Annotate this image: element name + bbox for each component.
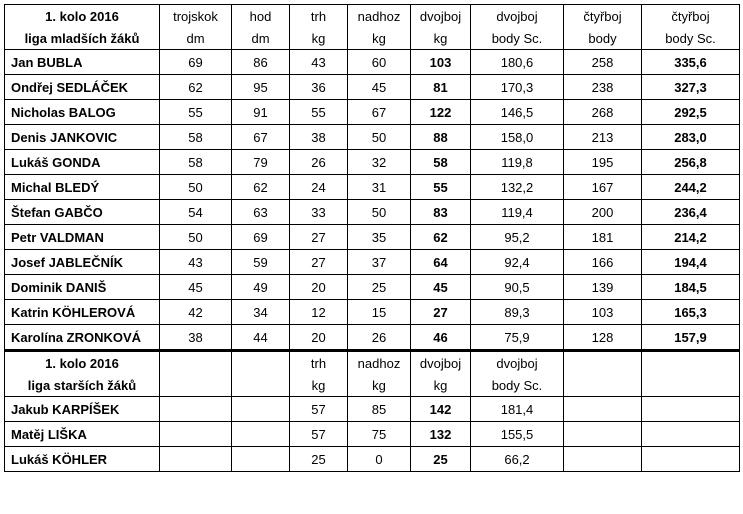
- table-cell: 92,4: [471, 250, 564, 275]
- table-cell: 167: [564, 175, 642, 200]
- table-cell: 26: [290, 150, 348, 175]
- table-cell: 62: [411, 225, 471, 250]
- senior-header-row: [5, 351, 740, 375]
- athlete-name: Karolína ZRONKOVÁ: [5, 325, 160, 351]
- table-cell: 95,2: [471, 225, 564, 250]
- table-cell: 43: [290, 50, 348, 75]
- table-cell: [564, 447, 642, 472]
- senior-header-row: [5, 374, 740, 397]
- table-cell: 157,9: [642, 325, 740, 351]
- column-header: nadhoz: [348, 351, 411, 375]
- table-cell: 67: [348, 100, 411, 125]
- table-row: [5, 75, 740, 100]
- column-header: dm: [160, 27, 232, 50]
- column-header: kg: [411, 27, 471, 50]
- table-cell: 35: [348, 225, 411, 250]
- table-cell: 0: [348, 447, 411, 472]
- table-cell: 268: [564, 100, 642, 125]
- table-cell: [232, 422, 290, 447]
- table-row: [5, 100, 740, 125]
- table-cell: 132: [411, 422, 471, 447]
- table-cell: 50: [348, 125, 411, 150]
- table-cell: 15: [348, 300, 411, 325]
- table-cell: 200: [564, 200, 642, 225]
- table-row: [5, 300, 740, 325]
- table-cell: 63: [232, 200, 290, 225]
- athlete-name: Jan BUBLA: [5, 50, 160, 75]
- athlete-name: Ondřej SEDLÁČEK: [5, 75, 160, 100]
- table-cell: 155,5: [471, 422, 564, 447]
- junior-section-title: 1. kolo 2016: [5, 5, 160, 28]
- column-header: dvojboj: [411, 351, 471, 375]
- table-row: [5, 125, 740, 150]
- table-cell: 55: [290, 100, 348, 125]
- column-header: [642, 374, 740, 397]
- table-cell: 119,4: [471, 200, 564, 225]
- table-cell: 64: [411, 250, 471, 275]
- table-cell: 238: [564, 75, 642, 100]
- table-cell: 50: [160, 225, 232, 250]
- table-cell: 166: [564, 250, 642, 275]
- column-header: [564, 351, 642, 375]
- table-cell: 83: [411, 200, 471, 225]
- table-cell: 38: [290, 125, 348, 150]
- table-cell: 75: [348, 422, 411, 447]
- senior-section-title: 1. kolo 2016: [5, 351, 160, 375]
- table-cell: 88: [411, 125, 471, 150]
- table-cell: [564, 397, 642, 422]
- table-cell: 45: [411, 275, 471, 300]
- table-cell: 55: [160, 100, 232, 125]
- table-cell: 43: [160, 250, 232, 275]
- table-cell: 283,0: [642, 125, 740, 150]
- column-header: kg: [411, 374, 471, 397]
- table-cell: 184,5: [642, 275, 740, 300]
- table-cell: 49: [232, 275, 290, 300]
- column-header: body Sc.: [471, 374, 564, 397]
- table-cell: 327,3: [642, 75, 740, 100]
- table-cell: 89,3: [471, 300, 564, 325]
- table-cell: 12: [290, 300, 348, 325]
- athlete-name: Michal BLEDÝ: [5, 175, 160, 200]
- table-cell: 195: [564, 150, 642, 175]
- column-header: dm: [232, 27, 290, 50]
- table-cell: 25: [290, 447, 348, 472]
- column-header: dvojboj: [411, 5, 471, 28]
- table-cell: [160, 397, 232, 422]
- table-cell: 244,2: [642, 175, 740, 200]
- table-cell: 194,4: [642, 250, 740, 275]
- table-cell: 36: [290, 75, 348, 100]
- column-header: hod: [232, 5, 290, 28]
- table-cell: 25: [348, 275, 411, 300]
- table-cell: 95: [232, 75, 290, 100]
- table-cell: 24: [290, 175, 348, 200]
- table-cell: 81: [411, 75, 471, 100]
- table-cell: 79: [232, 150, 290, 175]
- table-cell: 335,6: [642, 50, 740, 75]
- column-header: kg: [348, 27, 411, 50]
- results-table: [4, 4, 740, 472]
- table-cell: 25: [411, 447, 471, 472]
- table-cell: 236,4: [642, 200, 740, 225]
- table-cell: 20: [290, 325, 348, 351]
- table-row: [5, 447, 740, 472]
- column-header: nadhoz: [348, 5, 411, 28]
- table-cell: 85: [348, 397, 411, 422]
- table-cell: 214,2: [642, 225, 740, 250]
- table-cell: 69: [160, 50, 232, 75]
- table-cell: 62: [232, 175, 290, 200]
- table-cell: 58: [160, 150, 232, 175]
- senior-section-title: liga starších žáků: [5, 374, 160, 397]
- athlete-name: Katrin KÖHLEROVÁ: [5, 300, 160, 325]
- table-cell: 103: [411, 50, 471, 75]
- table-cell: 32: [348, 150, 411, 175]
- table-cell: 55: [411, 175, 471, 200]
- table-cell: 34: [232, 300, 290, 325]
- athlete-name: Nicholas BALOG: [5, 100, 160, 125]
- table-cell: [642, 397, 740, 422]
- table-cell: 44: [232, 325, 290, 351]
- athlete-name: Dominik DANIŠ: [5, 275, 160, 300]
- column-header: kg: [348, 374, 411, 397]
- table-cell: 31: [348, 175, 411, 200]
- table-row: [5, 397, 740, 422]
- table-cell: 58: [411, 150, 471, 175]
- table-cell: 54: [160, 200, 232, 225]
- table-row: [5, 422, 740, 447]
- table-row: [5, 50, 740, 75]
- table-row: [5, 150, 740, 175]
- table-cell: 57: [290, 422, 348, 447]
- table-cell: 33: [290, 200, 348, 225]
- table-cell: [564, 422, 642, 447]
- table-cell: 20: [290, 275, 348, 300]
- column-header: body Sc.: [642, 27, 740, 50]
- table-cell: 181: [564, 225, 642, 250]
- table-cell: 42: [160, 300, 232, 325]
- table-cell: [642, 447, 740, 472]
- table-cell: 91: [232, 100, 290, 125]
- table-cell: 57: [290, 397, 348, 422]
- table-row: [5, 225, 740, 250]
- athlete-name: Štefan GABČO: [5, 200, 160, 225]
- table-cell: 158,0: [471, 125, 564, 150]
- table-cell: 119,8: [471, 150, 564, 175]
- table-cell: 86: [232, 50, 290, 75]
- table-cell: 256,8: [642, 150, 740, 175]
- table-cell: 58: [160, 125, 232, 150]
- table-cell: 67: [232, 125, 290, 150]
- athlete-name: Jakub KARPÍŠEK: [5, 397, 160, 422]
- table-cell: [232, 397, 290, 422]
- table-cell: 45: [348, 75, 411, 100]
- column-header: dvojboj: [471, 351, 564, 375]
- table-cell: 27: [290, 225, 348, 250]
- table-row: [5, 325, 740, 351]
- table-cell: 60: [348, 50, 411, 75]
- table-cell: [642, 422, 740, 447]
- table-cell: 181,4: [471, 397, 564, 422]
- table-cell: 27: [411, 300, 471, 325]
- column-header: [564, 374, 642, 397]
- column-header: trh: [290, 5, 348, 28]
- table-cell: 139: [564, 275, 642, 300]
- table-cell: 122: [411, 100, 471, 125]
- table-cell: [160, 447, 232, 472]
- table-cell: 146,5: [471, 100, 564, 125]
- table-cell: 45: [160, 275, 232, 300]
- table-row: [5, 175, 740, 200]
- table-cell: 46: [411, 325, 471, 351]
- table-cell: 27: [290, 250, 348, 275]
- table-cell: 66,2: [471, 447, 564, 472]
- column-header: [160, 351, 232, 375]
- table-cell: 38: [160, 325, 232, 351]
- table-cell: 62: [160, 75, 232, 100]
- table-cell: 170,3: [471, 75, 564, 100]
- column-header: dvojboj: [471, 5, 564, 28]
- junior-section-title: liga mladších žáků: [5, 27, 160, 50]
- athlete-name: Denis JANKOVIC: [5, 125, 160, 150]
- junior-header-row: [5, 5, 740, 28]
- table-cell: [160, 422, 232, 447]
- column-header: body Sc.: [471, 27, 564, 50]
- table-cell: 213: [564, 125, 642, 150]
- table-cell: 90,5: [471, 275, 564, 300]
- column-header: kg: [290, 27, 348, 50]
- athlete-name: Lukáš KÖHLER: [5, 447, 160, 472]
- column-header: trojskok: [160, 5, 232, 28]
- column-header: čtyřboj: [564, 5, 642, 28]
- junior-header-row: [5, 27, 740, 50]
- table-cell: 258: [564, 50, 642, 75]
- column-header: [232, 374, 290, 397]
- athlete-name: Matěj LIŠKA: [5, 422, 160, 447]
- column-header: [232, 351, 290, 375]
- athlete-name: Petr VALDMAN: [5, 225, 160, 250]
- athlete-name: Lukáš GONDA: [5, 150, 160, 175]
- table-cell: 128: [564, 325, 642, 351]
- table-row: [5, 275, 740, 300]
- table-row: [5, 250, 740, 275]
- table-cell: 59: [232, 250, 290, 275]
- table-cell: 180,6: [471, 50, 564, 75]
- table-cell: 50: [160, 175, 232, 200]
- table-cell: 37: [348, 250, 411, 275]
- column-header: kg: [290, 374, 348, 397]
- column-header: trh: [290, 351, 348, 375]
- table-cell: 142: [411, 397, 471, 422]
- column-header: [642, 351, 740, 375]
- athlete-name: Josef JABLEČNÍK: [5, 250, 160, 275]
- table-row: [5, 200, 740, 225]
- column-header: body: [564, 27, 642, 50]
- column-header: čtyřboj: [642, 5, 740, 28]
- table-cell: 69: [232, 225, 290, 250]
- column-header: [160, 374, 232, 397]
- table-cell: 165,3: [642, 300, 740, 325]
- table-cell: 75,9: [471, 325, 564, 351]
- table-cell: 50: [348, 200, 411, 225]
- table-cell: 292,5: [642, 100, 740, 125]
- table-cell: [232, 447, 290, 472]
- table-cell: 26: [348, 325, 411, 351]
- table-cell: 132,2: [471, 175, 564, 200]
- table-cell: 103: [564, 300, 642, 325]
